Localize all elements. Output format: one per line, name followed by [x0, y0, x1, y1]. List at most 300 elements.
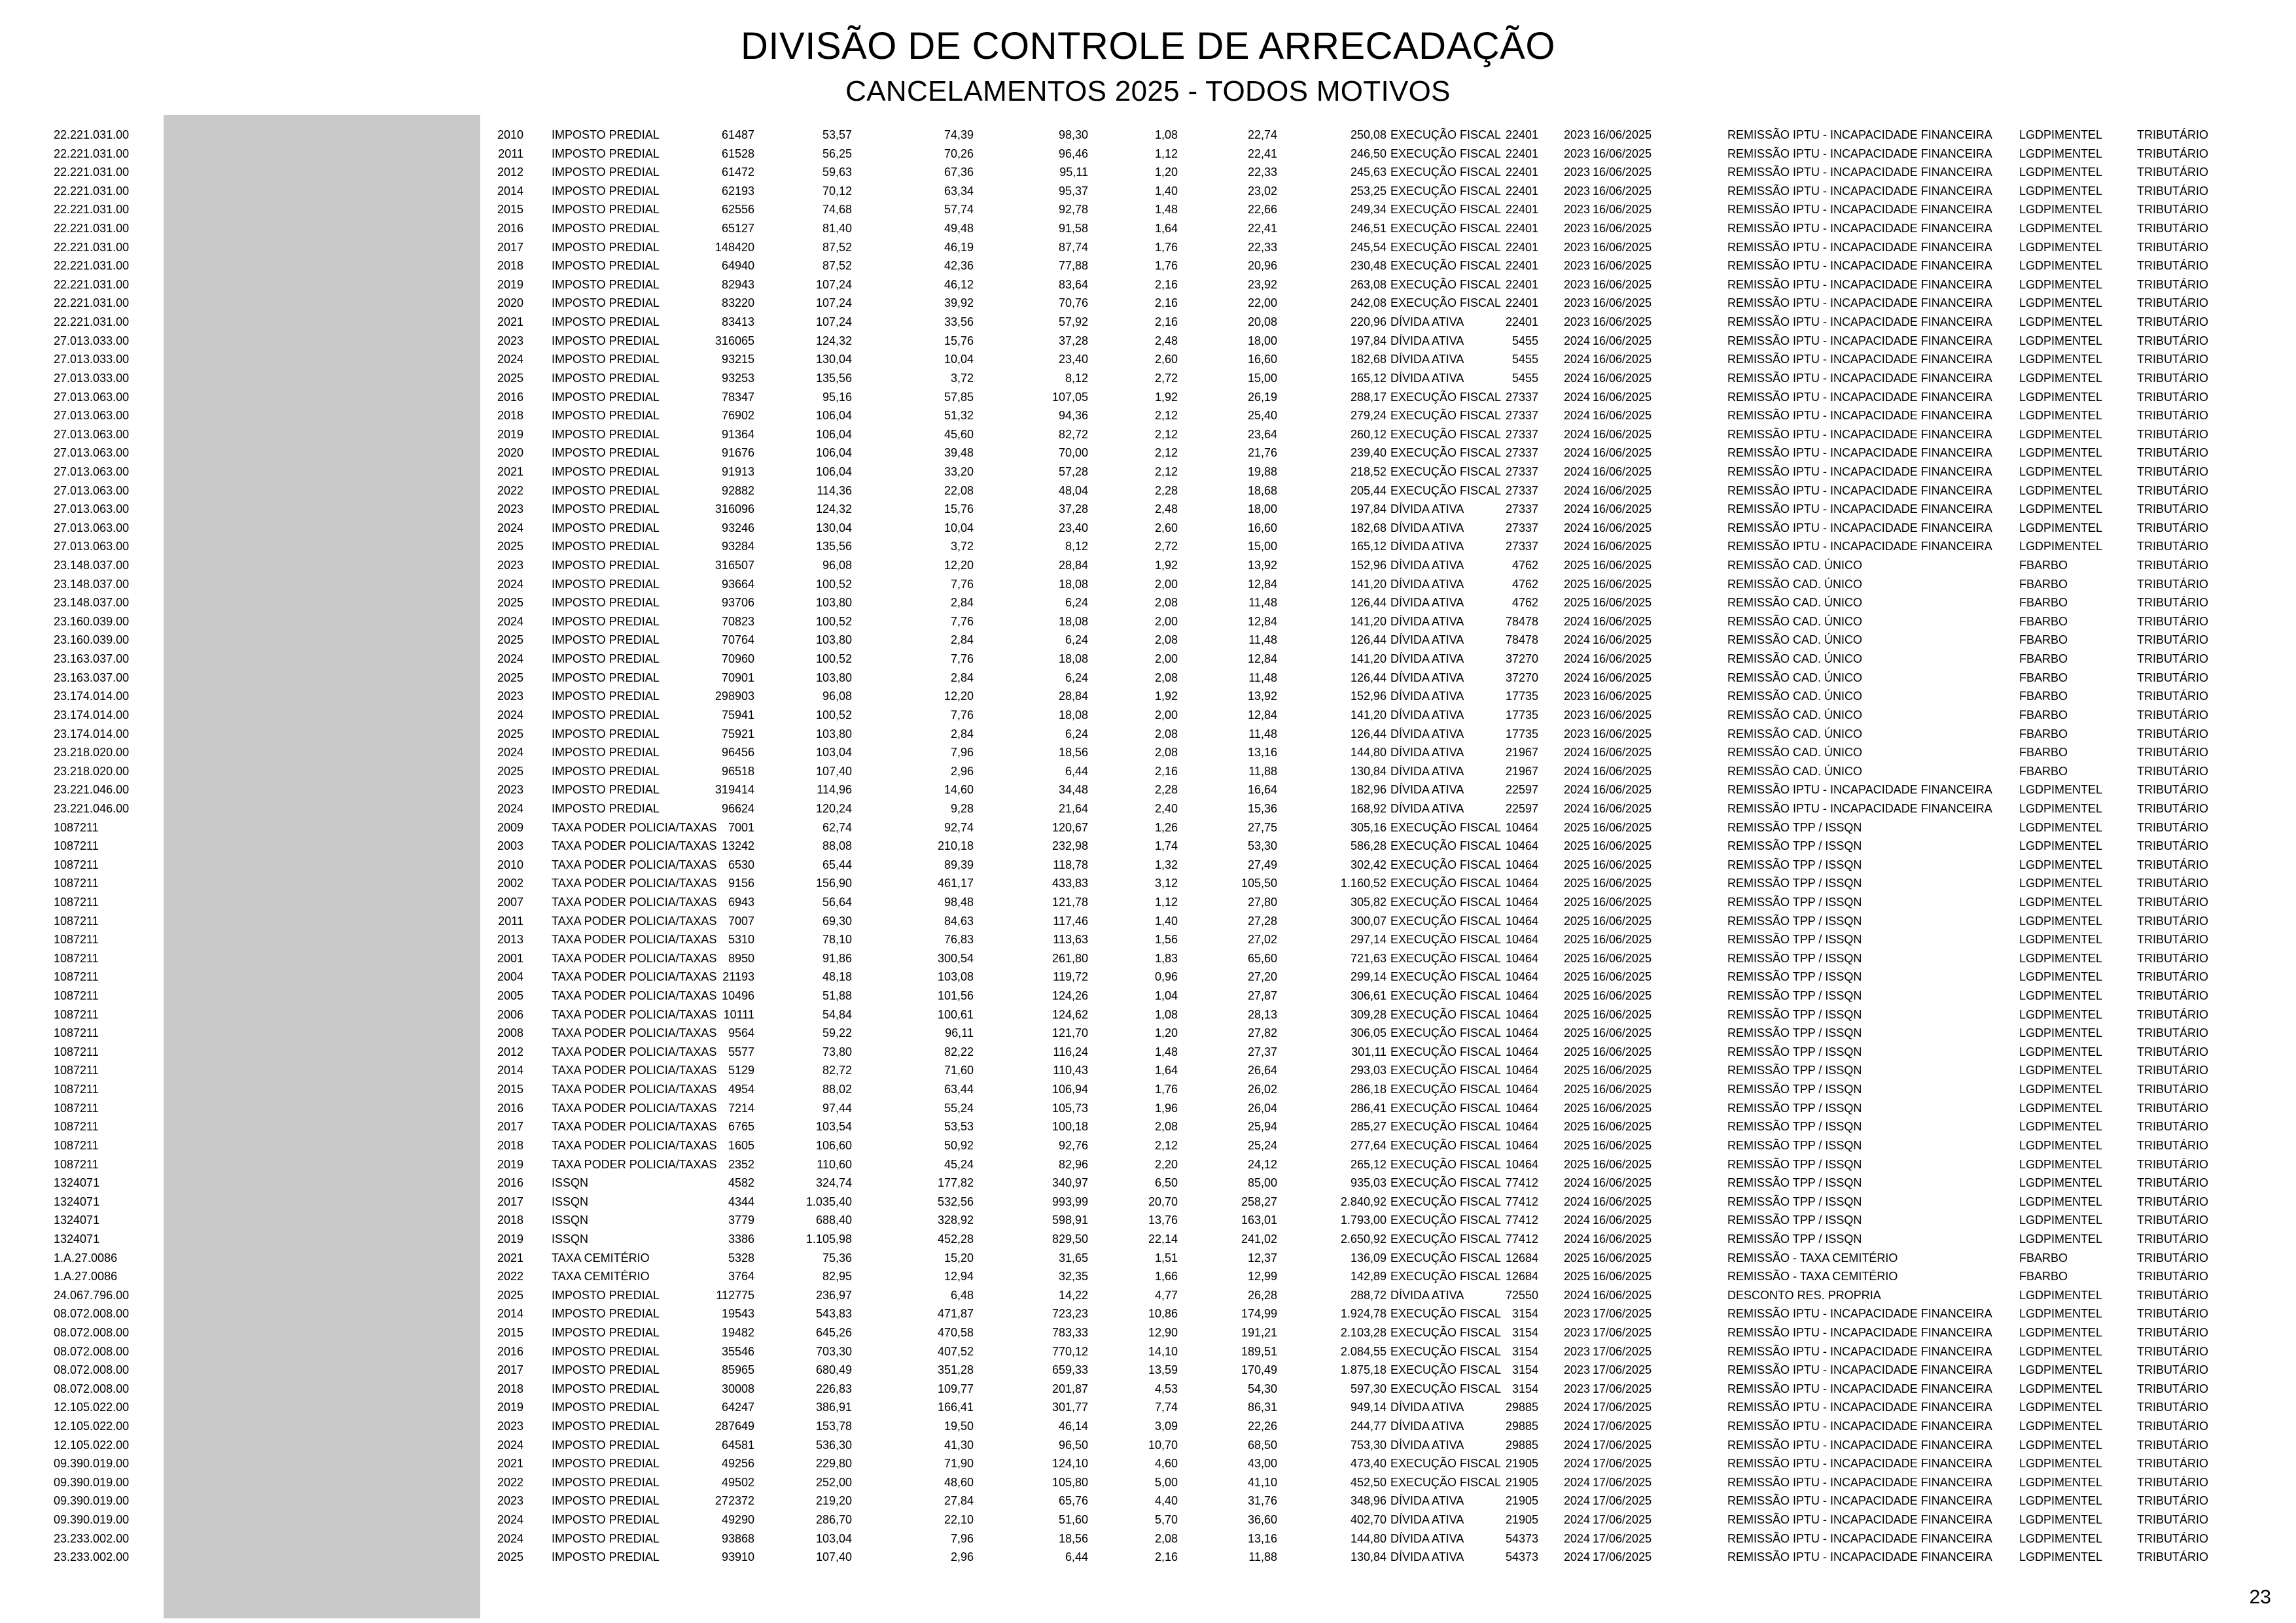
cell-data-cancelamento: 16/06/2025: [1593, 222, 1652, 236]
cell-inscricao: 1.A.27.0086: [54, 1270, 118, 1283]
cell-usuario: LGDPIMENTEL: [2019, 315, 2103, 329]
cell-data-cancelamento: 16/06/2025: [1593, 1026, 1652, 1040]
cell-setor: TRIBUTÁRIO: [2137, 296, 2209, 310]
table-row: [0, 1323, 2296, 1342]
cell-ano-processo: 2025: [1563, 970, 1590, 984]
cell-juros: 532,56: [937, 1195, 974, 1208]
cell-honorarios: 27,80: [1247, 895, 1277, 909]
cell-ano-processo: 2024: [1563, 783, 1590, 797]
cell-valor-principal: 75,36: [822, 1251, 852, 1265]
cell-setor: TRIBUTÁRIO: [2137, 1326, 2209, 1339]
cell-setor: TRIBUTÁRIO: [2137, 1420, 2209, 1433]
table-row: [0, 1398, 2296, 1417]
cell-tributo: IMPOSTO PREDIAL: [552, 1550, 660, 1564]
cell-tributo: TAXA PODER POLICIA/TAXAS: [552, 877, 717, 890]
cell-processo: 17735: [1505, 708, 1538, 722]
cell-valor-principal: 95,16: [822, 390, 852, 404]
cell-usuario: LGDPIMENTEL: [2019, 1083, 2103, 1096]
cell-ano-processo: 2024: [1563, 1176, 1590, 1190]
cell-lancamento: 93246: [721, 521, 754, 534]
cell-ano-processo: 2024: [1563, 502, 1590, 516]
cell-data-cancelamento: 17/06/2025: [1593, 1307, 1652, 1321]
cell-tributo: IMPOSTO PREDIAL: [552, 596, 660, 610]
cell-motivo: REMISSÃO IPTU - INCAPACIDADE FINANCEIRA: [1727, 259, 1992, 273]
cell-tributo: TAXA PODER POLICIA/TAXAS: [552, 933, 717, 947]
cell-honorarios: 27,49: [1247, 858, 1277, 871]
cell-valor-total: 249,34: [1350, 203, 1386, 217]
cell-inscricao: 23.221.046.00: [54, 801, 130, 815]
table-row: [0, 1286, 2296, 1305]
cell-multa: 31,65: [1058, 1251, 1088, 1265]
cell-valor-total: 297,14: [1350, 933, 1386, 947]
cell-setor: TRIBUTÁRIO: [2137, 1101, 2209, 1115]
cell-multa: 107,05: [1051, 390, 1088, 404]
cell-valor-total: 253,25: [1350, 184, 1386, 198]
cell-usuario: LGDPIMENTEL: [2019, 222, 2103, 236]
cell-motivo: REMISSÃO CAD. ÚNICO: [1727, 596, 1863, 610]
cell-setor: TRIBUTÁRIO: [2137, 1438, 2209, 1452]
cell-valor-principal: 70,12: [822, 184, 852, 198]
cell-setor: TRIBUTÁRIO: [2137, 1232, 2209, 1246]
cell-tributo: IMPOSTO PREDIAL: [552, 614, 660, 628]
cell-usuario: LGDPIMENTEL: [2019, 1401, 2103, 1414]
cell-inscricao: 27.013.063.00: [54, 427, 130, 441]
cell-inscricao: 23.174.014.00: [54, 689, 130, 703]
table-row: [0, 126, 2296, 145]
cell-correcao: 1,83: [1154, 951, 1178, 965]
cell-honorarios: 22,74: [1247, 128, 1277, 141]
cell-usuario: LGDPIMENTEL: [2019, 783, 2103, 797]
cell-lancamento: 7214: [728, 1101, 754, 1115]
cell-valor-total: 293,03: [1350, 1064, 1386, 1077]
cell-correcao: 2,08: [1154, 633, 1178, 647]
cell-multa: 87,74: [1058, 240, 1088, 254]
cell-setor: TRIBUTÁRIO: [2137, 540, 2209, 553]
cell-data-cancelamento: 16/06/2025: [1593, 1157, 1652, 1171]
cell-valor-principal: 97,44: [822, 1101, 852, 1115]
cell-valor-principal: 543,83: [815, 1307, 852, 1321]
cell-lancamento: 6530: [728, 858, 754, 871]
cell-ano-processo: 2024: [1563, 409, 1590, 423]
cell-situacao: DÍVIDA ATIVA: [1390, 1420, 1464, 1433]
cell-situacao: DÍVIDA ATIVA: [1390, 614, 1464, 628]
cell-valor-principal: 680,49: [815, 1363, 852, 1377]
cell-lancamento: 6765: [728, 1120, 754, 1134]
cell-honorarios: 13,16: [1247, 1531, 1277, 1545]
cell-data-cancelamento: 16/06/2025: [1593, 184, 1652, 198]
cell-tributo: IMPOSTO PREDIAL: [552, 521, 660, 534]
cell-juros: 55,24: [944, 1101, 974, 1115]
cell-data-cancelamento: 16/06/2025: [1593, 858, 1652, 871]
cell-multa: 340,97: [1051, 1176, 1088, 1190]
cell-valor-principal: 106,60: [815, 1138, 852, 1152]
cell-correcao: 1,08: [1154, 128, 1178, 141]
cell-situacao: EXECUÇÃO FISCAL: [1390, 1176, 1502, 1190]
cell-multa: 201,87: [1051, 1382, 1088, 1395]
cell-lancamento: 316065: [715, 334, 754, 347]
table-row: [0, 1230, 2296, 1249]
cell-exercicio: 2018: [497, 1213, 523, 1227]
cell-usuario: LGDPIMENTEL: [2019, 184, 2103, 198]
cell-lancamento: 61528: [721, 147, 754, 160]
table-row: [0, 556, 2296, 575]
cell-setor: TRIBUTÁRIO: [2137, 390, 2209, 404]
cell-correcao: 2,08: [1154, 1531, 1178, 1545]
cell-processo: 10464: [1505, 1157, 1538, 1171]
cell-situacao: EXECUÇÃO FISCAL: [1390, 1007, 1502, 1021]
cell-tributo: TAXA PODER POLICIA/TAXAS: [552, 989, 717, 1003]
cell-exercicio: 2025: [497, 540, 523, 553]
cell-data-cancelamento: 16/06/2025: [1593, 895, 1652, 909]
cell-correcao: 1,76: [1154, 259, 1178, 273]
cell-motivo: REMISSÃO IPTU - INCAPACIDADE FINANCEIRA: [1727, 446, 1992, 460]
cell-setor: TRIBUTÁRIO: [2137, 353, 2209, 366]
cell-valor-total: 130,84: [1350, 764, 1386, 778]
cell-exercicio: 2009: [497, 820, 523, 834]
cell-situacao: DÍVIDA ATIVA: [1390, 577, 1464, 591]
cell-usuario: LGDPIMENTEL: [2019, 1438, 2103, 1452]
cell-processo: 10464: [1505, 989, 1538, 1003]
cell-ano-processo: 2025: [1563, 1251, 1590, 1265]
cell-inscricao: 23.174.014.00: [54, 708, 130, 722]
cell-usuario: FBARBO: [2019, 1270, 2068, 1283]
cell-correcao: 2,16: [1154, 296, 1178, 310]
cell-data-cancelamento: 16/06/2025: [1593, 1251, 1652, 1265]
cell-juros: 7,76: [950, 614, 974, 628]
cell-valor-total: 753,30: [1350, 1438, 1386, 1452]
cell-inscricao: 27.013.063.00: [54, 483, 130, 497]
cell-valor-principal: 56,64: [822, 895, 852, 909]
table-row: [0, 1492, 2296, 1510]
cell-valor-total: 286,41: [1350, 1101, 1386, 1115]
cell-data-cancelamento: 16/06/2025: [1593, 633, 1652, 647]
cell-processo: 10464: [1505, 1120, 1538, 1134]
cell-ano-processo: 2024: [1563, 764, 1590, 778]
cell-tributo: IMPOSTO PREDIAL: [552, 1531, 660, 1545]
cell-situacao: EXECUÇÃO FISCAL: [1390, 203, 1502, 217]
cell-lancamento: 3779: [728, 1213, 754, 1227]
cell-valor-total: 230,48: [1350, 259, 1386, 273]
cell-ano-processo: 2025: [1563, 1083, 1590, 1096]
cell-juros: 63,44: [944, 1083, 974, 1096]
cell-valor-principal: 252,00: [815, 1475, 852, 1489]
cell-usuario: FBARBO: [2019, 614, 2068, 628]
cell-valor-principal: 103,80: [815, 633, 852, 647]
cell-situacao: DÍVIDA ATIVA: [1390, 559, 1464, 572]
table-row: [0, 1510, 2296, 1529]
cell-lancamento: 1605: [728, 1138, 754, 1152]
cell-multa: 120,67: [1051, 820, 1088, 834]
cell-valor-principal: 106,04: [815, 427, 852, 441]
cell-situacao: DÍVIDA ATIVA: [1390, 371, 1464, 385]
table-row: [0, 1267, 2296, 1286]
cell-juros: 46,12: [944, 277, 974, 291]
cell-valor-total: 126,44: [1350, 727, 1386, 741]
cell-valor-principal: 107,40: [815, 764, 852, 778]
cell-exercicio: 2025: [497, 1550, 523, 1564]
cell-usuario: LGDPIMENTEL: [2019, 1513, 2103, 1527]
cell-lancamento: 93284: [721, 540, 754, 553]
cell-data-cancelamento: 16/06/2025: [1593, 540, 1652, 553]
cell-lancamento: 65127: [721, 222, 754, 236]
cell-valor-principal: 645,26: [815, 1326, 852, 1339]
cell-situacao: DÍVIDA ATIVA: [1390, 540, 1464, 553]
cell-data-cancelamento: 16/06/2025: [1593, 147, 1652, 160]
cell-setor: TRIBUTÁRIO: [2137, 1457, 2209, 1471]
cell-juros: 19,50: [944, 1420, 974, 1433]
cell-valor-total: 299,14: [1350, 970, 1386, 984]
cell-situacao: EXECUÇÃO FISCAL: [1390, 1326, 1502, 1339]
cell-valor-total: 285,27: [1350, 1120, 1386, 1134]
table-row: [0, 1249, 2296, 1268]
cell-juros: 109,77: [937, 1382, 974, 1395]
cell-ano-processo: 2025: [1563, 1101, 1590, 1115]
table-row: [0, 388, 2296, 407]
cell-correcao: 2,48: [1154, 334, 1178, 347]
cell-setor: TRIBUTÁRIO: [2137, 652, 2209, 666]
cell-inscricao: 1087211: [54, 951, 99, 965]
cell-inscricao: 23.163.037.00: [54, 652, 130, 666]
cell-processo: 10464: [1505, 1138, 1538, 1152]
cell-honorarios: 53,30: [1247, 839, 1277, 853]
cell-exercicio: 2024: [497, 1438, 523, 1452]
cell-tributo: IMPOSTO PREDIAL: [552, 147, 660, 160]
cell-exercicio: 2025: [497, 371, 523, 385]
cell-multa: 18,08: [1058, 614, 1088, 628]
cell-lancamento: 93868: [721, 1531, 754, 1545]
cell-inscricao: 1087211: [54, 1007, 99, 1021]
cell-motivo: REMISSÃO IPTU - INCAPACIDADE FINANCEIRA: [1727, 521, 1992, 534]
cell-valor-total: 348,96: [1350, 1494, 1386, 1508]
cell-juros: 103,08: [937, 970, 974, 984]
cell-tributo: IMPOSTO PREDIAL: [552, 727, 660, 741]
cell-honorarios: 54,30: [1247, 1382, 1277, 1395]
cell-juros: 12,20: [944, 689, 974, 703]
cell-inscricao: 22.221.031.00: [54, 240, 130, 254]
cell-situacao: DÍVIDA ATIVA: [1390, 353, 1464, 366]
cell-juros: 452,28: [937, 1232, 974, 1246]
cell-usuario: LGDPIMENTEL: [2019, 1550, 2103, 1564]
cell-lancamento: 316096: [715, 502, 754, 516]
cell-motivo: REMISSÃO IPTU - INCAPACIDADE FINANCEIRA: [1727, 464, 1992, 478]
cell-exercicio: 2016: [497, 222, 523, 236]
cell-juros: 45,24: [944, 1157, 974, 1171]
cell-juros: 7,96: [950, 746, 974, 759]
cell-correcao: 4,77: [1154, 1288, 1178, 1302]
cell-data-cancelamento: 16/06/2025: [1593, 1064, 1652, 1077]
cell-inscricao: 09.390.019.00: [54, 1494, 130, 1508]
cell-ano-processo: 2024: [1563, 483, 1590, 497]
cell-motivo: REMISSÃO TPP / ISSQN: [1727, 839, 1862, 853]
cell-exercicio: 2024: [497, 353, 523, 366]
cell-ano-processo: 2024: [1563, 614, 1590, 628]
cell-juros: 177,82: [937, 1176, 974, 1190]
table-row: [0, 725, 2296, 744]
cell-honorarios: 11,48: [1248, 671, 1277, 684]
cell-ano-processo: 2024: [1563, 1457, 1590, 1471]
cell-usuario: LGDPIMENTEL: [2019, 914, 2103, 928]
cell-motivo: REMISSÃO TPP / ISSQN: [1727, 820, 1862, 834]
cell-honorarios: 20,08: [1247, 315, 1277, 329]
cell-correcao: 14,10: [1148, 1344, 1178, 1358]
cell-ano-processo: 2023: [1563, 277, 1590, 291]
cell-inscricao: 08.072.008.00: [54, 1363, 130, 1377]
cell-exercicio: 2024: [497, 708, 523, 722]
cell-multa: 124,10: [1051, 1457, 1088, 1471]
cell-lancamento: 93215: [721, 353, 754, 366]
cell-setor: TRIBUTÁRIO: [2137, 1531, 2209, 1545]
cell-situacao: EXECUÇÃO FISCAL: [1390, 1307, 1502, 1321]
cell-situacao: EXECUÇÃO FISCAL: [1390, 1138, 1502, 1152]
table-row: [0, 874, 2296, 893]
cell-ano-processo: 2024: [1563, 540, 1590, 553]
cell-tributo: IMPOSTO PREDIAL: [552, 315, 660, 329]
cell-tributo: IMPOSTO PREDIAL: [552, 1363, 660, 1377]
cell-multa: 94,36: [1058, 409, 1088, 423]
cell-usuario: LGDPIMENTEL: [2019, 240, 2103, 254]
cell-ano-processo: 2023: [1563, 166, 1590, 179]
cell-setor: TRIBUTÁRIO: [2137, 427, 2209, 441]
cell-ano-processo: 2025: [1563, 577, 1590, 591]
cell-ano-processo: 2024: [1563, 1420, 1590, 1433]
cell-multa: 70,76: [1058, 296, 1088, 310]
cell-data-cancelamento: 16/06/2025: [1593, 708, 1652, 722]
cell-situacao: DÍVIDA ATIVA: [1390, 1513, 1464, 1527]
cell-correcao: 1,96: [1154, 1101, 1178, 1115]
cell-tributo: IMPOSTO PREDIAL: [552, 334, 660, 347]
table-row: [0, 799, 2296, 818]
cell-valor-principal: 229,80: [815, 1457, 852, 1471]
cell-valor-total: 246,50: [1350, 147, 1386, 160]
cell-situacao: EXECUÇÃO FISCAL: [1390, 1120, 1502, 1134]
cell-valor-total: 305,16: [1350, 820, 1386, 834]
cell-valor-total: 277,64: [1350, 1138, 1386, 1152]
cell-data-cancelamento: 16/06/2025: [1593, 483, 1652, 497]
cell-situacao: EXECUÇÃO FISCAL: [1390, 895, 1502, 909]
cell-data-cancelamento: 16/06/2025: [1593, 671, 1652, 684]
cell-motivo: REMISSÃO CAD. ÚNICO: [1727, 652, 1863, 666]
table-row: [0, 1361, 2296, 1380]
cell-valor-principal: 56,25: [822, 147, 852, 160]
cell-valor-total: 130,84: [1350, 1550, 1386, 1564]
cell-setor: TRIBUTÁRIO: [2137, 1157, 2209, 1171]
cell-ano-processo: 2023: [1563, 147, 1590, 160]
cell-motivo: REMISSÃO IPTU - INCAPACIDADE FINANCEIRA: [1727, 1363, 1992, 1377]
cell-data-cancelamento: 16/06/2025: [1593, 427, 1652, 441]
cell-lancamento: 112775: [716, 1288, 754, 1302]
cell-processo: 10464: [1505, 933, 1538, 947]
cell-correcao: 13,59: [1148, 1363, 1178, 1377]
cell-correcao: 1,40: [1154, 184, 1178, 198]
cell-exercicio: 2016: [497, 390, 523, 404]
cell-situacao: EXECUÇÃO FISCAL: [1390, 240, 1502, 254]
cell-tributo: TAXA PODER POLICIA/TAXAS: [552, 1026, 717, 1040]
table-row: [0, 332, 2296, 351]
cell-ano-processo: 2024: [1563, 1213, 1590, 1227]
cell-exercicio: 2019: [497, 1401, 523, 1414]
cell-data-cancelamento: 16/06/2025: [1593, 203, 1652, 217]
cell-exercicio: 2024: [497, 521, 523, 534]
cell-multa: 57,28: [1058, 464, 1088, 478]
cell-usuario: LGDPIMENTEL: [2019, 483, 2103, 497]
cell-correcao: 13,76: [1148, 1213, 1178, 1227]
cell-honorarios: 26,64: [1247, 1064, 1277, 1077]
cell-setor: TRIBUTÁRIO: [2137, 371, 2209, 385]
cell-setor: TRIBUTÁRIO: [2137, 1494, 2209, 1508]
cell-juros: 210,18: [937, 839, 974, 853]
cell-juros: 7,76: [950, 708, 974, 722]
cell-juros: 2,84: [950, 596, 974, 610]
cell-ano-processo: 2023: [1563, 1344, 1590, 1358]
cell-setor: TRIBUTÁRIO: [2137, 166, 2209, 179]
cell-situacao: EXECUÇÃO FISCAL: [1390, 409, 1502, 423]
cell-setor: TRIBUTÁRIO: [2137, 128, 2209, 141]
cell-valor-principal: 130,04: [815, 353, 852, 366]
cell-tributo: ISSQN: [552, 1213, 589, 1227]
cell-usuario: LGDPIMENTEL: [2019, 1494, 2103, 1508]
cell-valor-total: 279,24: [1350, 409, 1386, 423]
cell-lancamento: 5328: [728, 1251, 754, 1265]
cell-motivo: REMISSÃO IPTU - INCAPACIDADE FINANCEIRA: [1727, 801, 1992, 815]
cell-juros: 100,61: [937, 1007, 974, 1021]
cell-honorarios: 12,84: [1247, 577, 1277, 591]
cell-tributo: IMPOSTO PREDIAL: [552, 1438, 660, 1452]
cell-situacao: EXECUÇÃO FISCAL: [1390, 166, 1502, 179]
cell-processo: 17735: [1505, 689, 1538, 703]
cell-tributo: IMPOSTO PREDIAL: [552, 184, 660, 198]
cell-multa: 91,58: [1058, 222, 1088, 236]
cell-lancamento: 64581: [721, 1438, 754, 1452]
table-row: [0, 1304, 2296, 1323]
cell-lancamento: 21193: [722, 970, 754, 984]
cell-ano-processo: 2023: [1563, 259, 1590, 273]
cell-correcao: 2,00: [1154, 614, 1178, 628]
cell-lancamento: 9564: [728, 1026, 754, 1040]
page-number: 23: [2249, 1586, 2271, 1608]
cell-valor-principal: 103,80: [815, 671, 852, 684]
cell-correcao: 2,08: [1154, 671, 1178, 684]
cell-tributo: IMPOSTO PREDIAL: [552, 689, 660, 703]
cell-motivo: REMISSÃO IPTU - INCAPACIDADE FINANCEIRA: [1727, 203, 1992, 217]
cell-valor-principal: 135,56: [815, 371, 852, 385]
cell-honorarios: 170,49: [1241, 1363, 1277, 1377]
cell-exercicio: 2008: [497, 1026, 523, 1040]
cell-lancamento: 7001: [728, 820, 754, 834]
cell-exercicio: 2014: [497, 1307, 523, 1321]
table-row: [0, 275, 2296, 294]
cell-motivo: REMISSÃO IPTU - INCAPACIDADE FINANCEIRA: [1727, 277, 1992, 291]
cell-ano-processo: 2024: [1563, 1401, 1590, 1414]
cell-ano-processo: 2025: [1563, 559, 1590, 572]
cell-usuario: LGDPIMENTEL: [2019, 371, 2103, 385]
cell-situacao: EXECUÇÃO FISCAL: [1390, 877, 1502, 890]
cell-processo: 27337: [1505, 521, 1538, 534]
cell-ano-processo: 2025: [1563, 895, 1590, 909]
cell-multa: 993,99: [1051, 1195, 1088, 1208]
cell-multa: 37,28: [1058, 502, 1088, 516]
cell-ano-processo: 2024: [1563, 521, 1590, 534]
cell-situacao: EXECUÇÃO FISCAL: [1390, 1213, 1502, 1227]
cell-lancamento: 10111: [723, 1007, 754, 1021]
cell-inscricao: 1087211: [54, 820, 99, 834]
cell-lancamento: 30008: [721, 1382, 754, 1395]
cell-exercicio: 2002: [497, 877, 523, 890]
cell-processo: 22597: [1505, 801, 1538, 815]
cell-valor-principal: 103,80: [815, 727, 852, 741]
cell-honorarios: 11,88: [1248, 1550, 1277, 1564]
cell-processo: 3154: [1511, 1307, 1538, 1321]
cell-inscricao: 1324071: [54, 1213, 100, 1227]
